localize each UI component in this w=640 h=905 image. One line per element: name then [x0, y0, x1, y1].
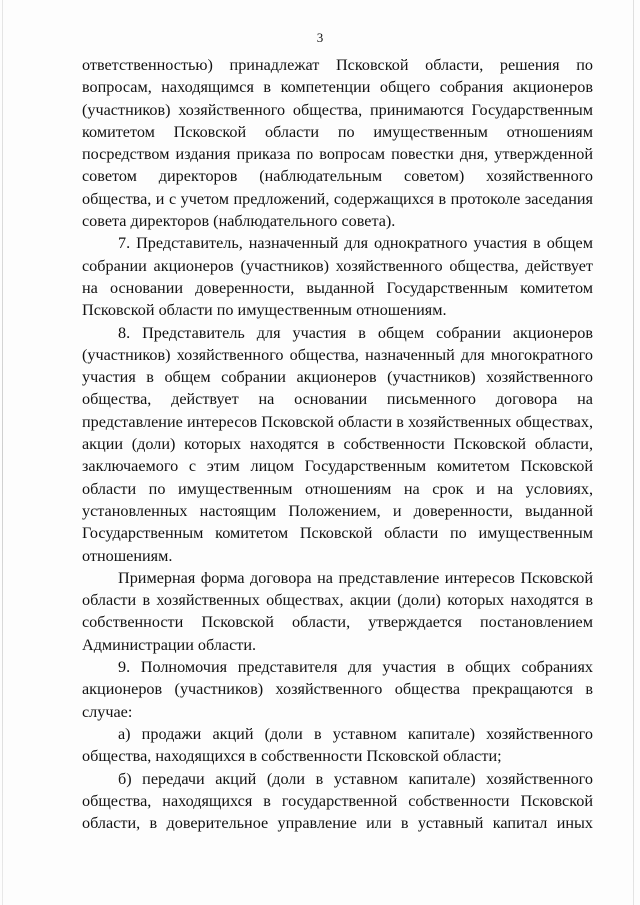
document-body — [82, 54, 593, 834]
text-line: установленных настоящим Положением, и доверенности, выданной — [82, 501, 593, 520]
paragraph — [82, 656, 593, 723]
text-line: (участников) хозяйственного общества, назначенный для многократного — [82, 345, 593, 364]
text-line: акции (доли) которых находятся в собственности Псковской области, — [82, 435, 593, 454]
paragraph — [82, 768, 593, 835]
text-line: представление интересов Псковской области в хозяйственных обществах, — [82, 412, 593, 431]
paragraph — [82, 232, 593, 321]
text-line: области, в доверительное управление или в уставный капитал иных — [82, 814, 593, 833]
paragraph — [82, 723, 593, 768]
page-number: 3 — [316, 30, 324, 45]
text-line: Примерная форма договора на представление интересов Псковской — [118, 568, 593, 587]
text-line: (участников) хозяйственного общества, принимаются Государственным — [82, 100, 593, 119]
paragraph — [82, 567, 593, 656]
text-line: посредством издания приказа по вопросам повестки дня, утвержденной — [82, 145, 593, 164]
text-line: 8. Представитель для участия в общем собрании акционеров — [118, 323, 593, 342]
paragraph — [82, 54, 593, 232]
text-line: Государственным комитетом Псковской области по имущественным — [82, 524, 593, 543]
text-line: общества, и с учетом предложений, содержащихся в протоколе заседания — [82, 189, 593, 208]
text-line: общества, находящихся в собственности Псковской области; — [82, 747, 502, 766]
scan-edge-left — [2, 0, 3, 905]
text-line: отношениям. — [82, 546, 173, 565]
text-line: собрании акционеров (участников) хозяйственного общества, действует — [82, 256, 593, 275]
text-line: заключаемого с этим лицом Государственным комитетом Псковской — [82, 457, 593, 476]
text-line: общества, находящихся в государственной собственности Псковской — [82, 791, 593, 810]
text-line: ответственностью) принадлежат Псковской области, решения по — [82, 56, 593, 74]
text-line: Псковской области по имущественным отношениям. — [82, 301, 447, 320]
text-line: участия в общем собрании акционеров (участников) хозяйственного — [82, 368, 593, 387]
text-line: совета директоров (наблюдательного совета). — [82, 212, 396, 231]
text-line: акционеров (участников) хозяйственного общества прекращаются в — [82, 680, 593, 699]
text-line: случае: — [82, 702, 133, 721]
scan-edge-right — [633, 0, 634, 905]
text-line: области в хозяйственных обществах, акции (доли) которых находятся в — [82, 591, 593, 610]
text-line: общества, действует на основании письменного договора на — [82, 390, 593, 409]
text-line: б) передачи акций (доли в уставном капитале) хозяйственного — [118, 769, 593, 788]
paragraph — [82, 322, 593, 567]
text-line: вопросам, находящимся в компетенции общего собрания акционеров — [82, 78, 593, 97]
text-line: а) продажи акций (доли в уставном капитале) хозяйственного — [118, 724, 593, 743]
text-line: на основании доверенности, выданной Государственным комитетом — [82, 278, 593, 297]
text-line: советом директоров (наблюдательным советом) хозяйственного — [82, 167, 593, 186]
text-line: комитетом Псковской области по имущественным отношениям — [82, 122, 593, 141]
text-line: области по имущественным отношениям на срок и на условиях, — [82, 479, 593, 498]
text-line: Администрации области. — [82, 635, 257, 654]
text-line: 7. Представитель, назначенный для однократного участия в общем — [118, 234, 593, 253]
text-line: 9. Полномочия представителя для участия в общих собраниях — [118, 658, 593, 677]
text-line: собственности Псковской области, утверждается постановлением — [82, 613, 593, 632]
